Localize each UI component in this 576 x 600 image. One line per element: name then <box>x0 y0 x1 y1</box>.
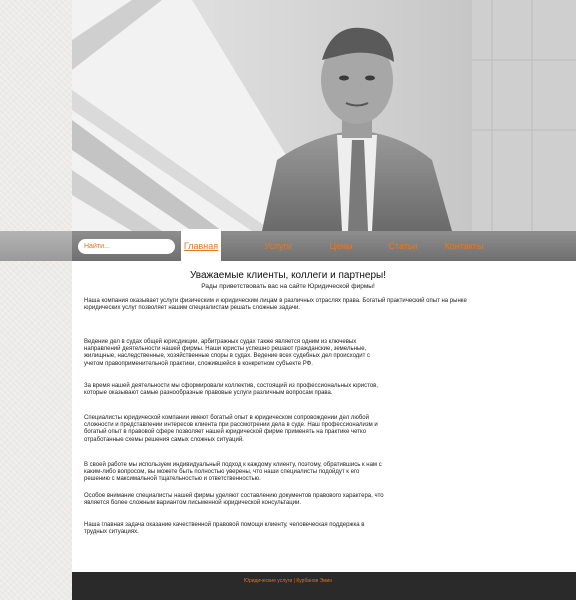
page-subtitle: Рады приветствовать вас на сайте Юридической фирмы! <box>201 283 375 290</box>
search-input[interactable] <box>78 239 175 254</box>
nav-item-articles[interactable]: Статьи <box>388 241 418 251</box>
page-title: Уважаемые клиенты, коллеги и партнеры! <box>189 270 387 281</box>
nav-item-contacts[interactable]: Контакты <box>444 241 484 251</box>
nav-item-services[interactable]: Услуги <box>264 241 292 251</box>
nav-item-prices[interactable]: Цены <box>329 241 353 251</box>
paragraph: Особое внимание специалисты нашей фирмы уделяют составлению документов правового характера, что является более сложным вариантом письменной юридической консультации. <box>84 493 384 507</box>
nav-item-home[interactable]: Главная <box>181 229 221 263</box>
paragraph: За время нашей деятельности мы сформировали коллектив, состоящий из профессиональных юристов, которые оказывают самые разнообразные правовые услуги различным вопросам права. <box>84 383 378 397</box>
paragraph: В своей работе мы используем индивидуальный подход к каждому клиенту, поэтому, обратившись к нам с каким-либо вопросом, вы можете быть полностью уверены, что наши специалисты подойдут к его решению с максимальной тщательностью и ответственностью. <box>84 462 382 483</box>
lawyer-photo-image <box>72 0 576 231</box>
paragraph: Специалисты юридической компании имеют богатый опыт в юридическом сопровождении дел любой сложности и представлении интересов клиента при рассмотрении дела в суде. Наш профессионализм и богатый опыт в правовой сфере позволяет нашей юридической фирме применять на практике четко отработанные схемы решения самых сложных ситуаций. <box>84 415 378 443</box>
paragraph: Ведение дел в судах общей юрисдикции, арбитражных судах также является одним из ключевых направлений деятельности нашей фирмы. Наши юристы успешно решают гражданские, земельные, жилищные, наследственные, хозяйственные споры в судах. Ведение всех судебных дел происходит с учетом правоприменительной практики, сложившейся в конкретном субъекте РФ. <box>84 339 371 367</box>
footer-credit-link[interactable]: Юридические услуги | Курбанов Эмин <box>243 578 333 584</box>
paragraph: Наша компания оказывает услуги физическим и юридическим лицам в различных отраслях права. Богатый практический опыт на рынке юридических услуг позволяет нашим специалистам решать сложные задачи. <box>84 298 467 312</box>
footer <box>72 572 576 600</box>
paragraph: Наша главная задача оказание качественной правовой помощи клиенту, человеческая поддержка в трудных ситуациях. <box>84 522 365 536</box>
header-photo <box>72 0 576 231</box>
